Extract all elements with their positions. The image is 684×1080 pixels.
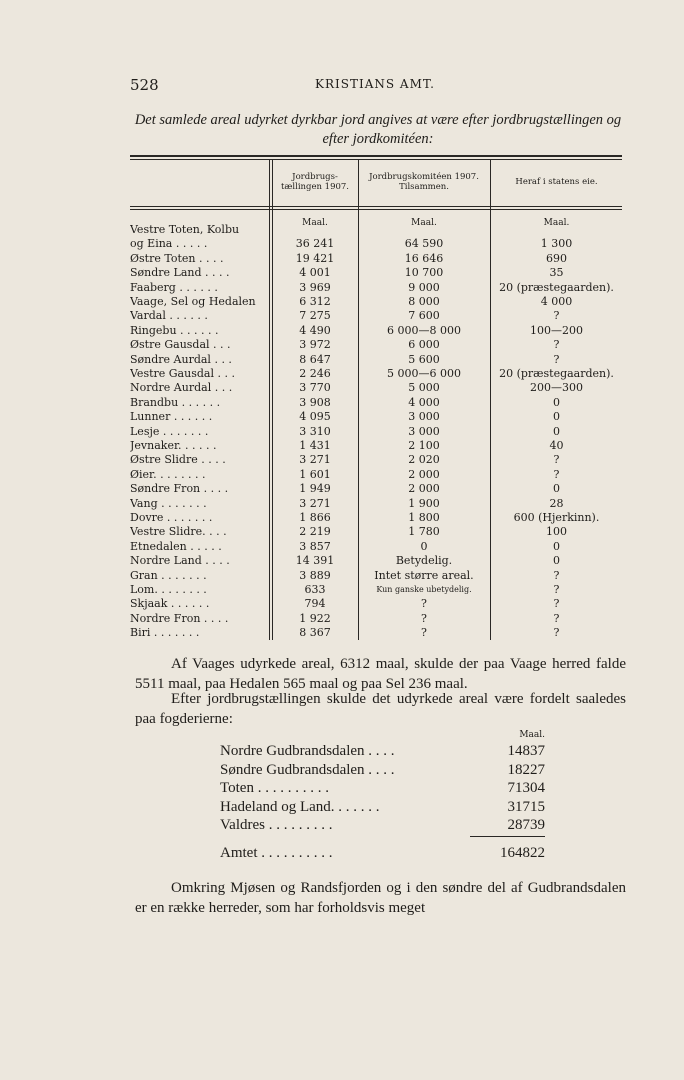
row-municipality: Vestre Toten, Kolbu — [130, 223, 240, 236]
table-row — [130, 223, 622, 237]
row-value-c1: 3 857 — [299, 539, 331, 553]
row-value-c2: 7 600 — [408, 309, 440, 323]
row-value-c3: 100 — [546, 525, 567, 539]
unit-label: Maal. — [543, 218, 570, 228]
summary-row — [220, 743, 545, 763]
row-value-c1: 3 908 — [299, 395, 331, 409]
page-number: 528 — [130, 76, 159, 94]
summary-total-value: 164822 — [500, 845, 545, 861]
row-value-c3: 0 — [553, 410, 560, 424]
table-row — [130, 425, 622, 439]
row-value-c2: 8 000 — [408, 295, 440, 308]
row-value-c1: 2 246 — [299, 367, 331, 380]
table-row — [130, 540, 622, 554]
row-municipality: Etnedalen . . . . . — [130, 539, 222, 553]
row-municipality: Søndre Fron . . . . — [130, 482, 229, 496]
row-value-c1: 3 310 — [299, 424, 331, 438]
row-value-c3: 0 — [553, 482, 560, 496]
row-value-c3: 100—200 — [530, 323, 583, 337]
paragraph-mjosen: Omkring Mjøsen og Randsfjorden og i den søndre del af Gudbrandsdalen er en række herreder, som har forholdsvis meget — [135, 880, 626, 916]
row-value-c3: 40 — [549, 439, 564, 452]
row-municipality: Vang . . . . . . . — [130, 496, 207, 510]
row-value-c1: 14 391 — [295, 554, 335, 568]
table-row — [130, 309, 622, 323]
table-row — [130, 266, 622, 280]
row-value-c2: 1 780 — [408, 525, 440, 539]
row-value-c2: 6 000 — [408, 338, 440, 352]
row-municipality: Vestre Slidre. . . . — [130, 525, 227, 539]
row-municipality: og Eina . . . . . — [130, 237, 208, 251]
row-value-c2: ? — [421, 597, 427, 611]
row-municipality: Nordre Land . . . . — [130, 554, 230, 568]
row-value-c1: 794 — [304, 597, 326, 611]
row-municipality: Vardal . . . . . . — [130, 309, 208, 323]
row-value-c3: 35 — [549, 266, 564, 280]
row-value-c1: 8 647 — [299, 352, 331, 366]
table-row — [130, 396, 622, 410]
row-value-c1: 1 866 — [299, 511, 331, 524]
table-top-rule-thin — [130, 159, 622, 160]
table-row — [130, 554, 622, 568]
row-municipality: Nordre Fron . . . . — [130, 611, 229, 625]
row-value-c3: 0 — [553, 554, 560, 568]
row-value-c1: 633 — [304, 583, 326, 596]
column-header-committee: Jordbrugskomitéen 1907. Tilsammen. — [369, 172, 479, 192]
row-value-c2: 5 600 — [408, 352, 440, 366]
table-row — [130, 353, 622, 367]
row-value-c1: 1 431 — [299, 439, 331, 452]
row-value-c2: 2 000 — [408, 482, 440, 496]
table-row — [130, 511, 622, 525]
row-municipality: Ringebu . . . . . . — [130, 323, 219, 337]
row-value-c3: 0 — [553, 424, 560, 438]
row-municipality: Gran . . . . . . . — [130, 568, 207, 582]
row-value-c3: ? — [553, 568, 560, 582]
row-municipality: Østre Toten . . . . — [130, 251, 224, 265]
row-value-c3: ? — [553, 309, 560, 323]
row-municipality: Øier. . . . . . . . — [130, 467, 206, 481]
row-value-c1: 3 271 — [299, 453, 331, 467]
row-value-c2: 2 000 — [408, 467, 440, 481]
table-caption: Det samlede areal udyrket dyrkbar jord angives at være efter jordbrugstællingen og efter jordkomitéen: — [134, 112, 622, 147]
row-value-c1: 1 601 — [299, 467, 331, 481]
row-value-c1: 2 219 — [299, 525, 331, 539]
summary-unit: Maal. — [519, 730, 545, 740]
row-value-c3: 0 — [553, 539, 560, 553]
row-municipality: Østre Gausdal . . . — [130, 338, 231, 352]
table-row — [130, 597, 622, 611]
row-municipality: Skjaak . . . . . . — [130, 597, 210, 611]
row-municipality: Brandbu . . . . . . — [130, 395, 221, 409]
row-municipality: Dovre . . . . . . . — [130, 511, 213, 524]
row-value-c2: 3 000 — [408, 410, 440, 424]
summary-value: 28739 — [507, 817, 545, 834]
row-value-c2: 2 020 — [408, 453, 440, 467]
row-municipality: Faaberg . . . . . . — [130, 280, 218, 294]
row-value-c1: 3 972 — [299, 338, 331, 352]
row-value-c1: 19 421 — [295, 251, 335, 265]
table-row — [130, 324, 622, 338]
row-value-c2: Intet større areal. — [374, 568, 474, 582]
row-municipality: Nordre Aurdal . . . — [130, 381, 233, 395]
paragraph-vaage: Af Vaages udyrkede areal, 6312 maal, skulde der paa Vaage herred falde 5511 maal, paa Hedalen 565 maal og paa Sel 236 maal. — [135, 656, 626, 692]
page-header — [130, 76, 630, 96]
row-value-c2: Betydelig. — [395, 554, 453, 568]
summary-row — [220, 817, 545, 837]
summary-total-row — [220, 845, 545, 865]
row-value-c2: 1 800 — [408, 511, 440, 524]
summary-total-rule — [470, 836, 545, 837]
summary-label: Søndre Gudbrandsdalen . . . . — [220, 761, 395, 778]
row-value-c2: ? — [421, 611, 427, 625]
table-row — [130, 482, 622, 496]
row-value-c2: Kun ganske ubetydelig. — [376, 585, 472, 594]
table-row — [130, 468, 622, 482]
row-value-c3: ? — [553, 453, 560, 467]
table-row — [130, 410, 622, 424]
row-municipality: Lesje . . . . . . . — [130, 424, 209, 438]
summary-row — [220, 799, 545, 819]
row-municipality: Biri . . . . . . . — [130, 626, 200, 640]
row-value-c2: 5 000—6 000 — [387, 367, 461, 380]
summary-row — [220, 762, 545, 782]
table-row — [130, 525, 622, 539]
row-municipality: Lunner . . . . . . — [130, 410, 213, 424]
row-value-c1: 3 271 — [299, 496, 331, 510]
table-row — [130, 338, 622, 352]
row-value-c1: 6 312 — [299, 295, 331, 308]
header-bottom-rule — [130, 206, 622, 207]
row-value-c3: 28 — [549, 496, 564, 510]
summary-label: Hadeland og Land. . . . . . . — [220, 798, 380, 815]
summary-value: 18227 — [507, 761, 545, 778]
row-municipality: Søndre Aurdal . . . — [130, 352, 232, 366]
row-value-c2: 9 000 — [408, 280, 440, 294]
row-value-c3: ? — [553, 352, 560, 366]
table-row — [130, 453, 622, 467]
table-row — [130, 252, 622, 266]
row-value-c1: 36 241 — [295, 237, 335, 251]
table-row — [130, 281, 622, 295]
column-header-state: Heraf i statens eie. — [515, 177, 598, 187]
row-value-c2: 2 100 — [408, 439, 440, 452]
summary-label: Toten . . . . . . . . . . — [220, 780, 329, 797]
header-bottom-rule-thin — [130, 209, 622, 210]
row-value-c3: 690 — [546, 251, 567, 265]
land-area-table — [130, 155, 622, 640]
row-value-c1: 1 949 — [299, 482, 331, 496]
table-row — [130, 295, 622, 309]
row-value-c1: 3 889 — [299, 568, 331, 582]
table-row — [130, 439, 622, 453]
unit-label: Maal. — [411, 218, 437, 228]
row-municipality: Vestre Gausdal . . . — [130, 367, 235, 380]
column-header-census: Jordbrugs-tællingen 1907. — [280, 172, 350, 192]
row-municipality: Jevnaker. . . . . . — [130, 439, 217, 452]
row-value-c1: 3 969 — [299, 280, 331, 294]
row-municipality: Lom. . . . . . . . — [130, 583, 207, 596]
row-value-c3: 20 (præstegaarden). — [499, 280, 614, 294]
row-value-c3: ? — [553, 467, 560, 481]
row-value-c3: ? — [553, 597, 560, 611]
row-value-c2: 0 — [420, 539, 428, 553]
row-value-c3: 0 — [553, 395, 560, 409]
row-value-c1: 4 095 — [299, 410, 331, 424]
row-value-c1: 1 922 — [299, 611, 331, 625]
row-value-c2: 16 646 — [404, 251, 444, 265]
summary-value: 31715 — [507, 798, 545, 815]
row-value-c3: ? — [553, 626, 560, 640]
row-value-c2: 4 000 — [408, 395, 440, 409]
row-value-c2: 6 000—8 000 — [387, 323, 461, 337]
row-value-c2: ? — [421, 626, 427, 640]
row-value-c1: 7 275 — [299, 309, 331, 323]
row-value-c1: 8 367 — [299, 626, 331, 640]
row-value-c1: 4 490 — [299, 323, 331, 337]
row-value-c3: 1 300 — [540, 237, 573, 251]
row-value-c3: ? — [553, 611, 560, 625]
row-municipality: Østre Slidre . . . . — [130, 453, 226, 467]
summary-value: 71304 — [507, 780, 545, 797]
row-value-c2: 3 000 — [408, 424, 440, 438]
summary-label: Valdres . . . . . . . . . — [220, 817, 333, 834]
row-value-c3: 4 000 — [540, 295, 573, 308]
row-municipality: Vaage, Sel og Hedalen — [130, 295, 256, 308]
row-value-c3: ? — [553, 338, 560, 352]
table-row — [130, 569, 622, 583]
unit-label: Maal. — [302, 218, 328, 228]
row-value-c1: 3 770 — [299, 381, 331, 395]
table-row — [130, 381, 622, 395]
summary-value: 14837 — [507, 743, 545, 759]
table-row — [130, 367, 622, 381]
summary-total-label: Amtet . . . . . . . . . . — [220, 845, 333, 861]
row-value-c3: ? — [553, 583, 560, 596]
table-row — [130, 583, 622, 597]
table-top-rule — [130, 155, 622, 157]
table-row — [130, 626, 622, 640]
table-row — [130, 497, 622, 511]
row-value-c2: 1 900 — [408, 496, 440, 510]
row-municipality: Søndre Land . . . . — [130, 266, 230, 280]
row-value-c3: 20 (præstegaarden). — [499, 367, 614, 380]
row-value-c3: 600 (Hjerkinn). — [513, 511, 600, 524]
row-value-c2: 10 700 — [404, 266, 444, 280]
summary-label: Nordre Gudbrandsdalen . . . . — [220, 743, 395, 759]
row-value-c1: 4 001 — [299, 266, 331, 280]
table-row — [130, 612, 622, 626]
table-row — [130, 237, 622, 251]
summary-row — [220, 780, 545, 800]
row-value-c2: 64 590 — [404, 237, 444, 251]
paragraph-distribution: Efter jordbrugstællingen skulde det udyrkede areal være fordelt saaledes paa fogderierne: — [135, 691, 626, 727]
running-title: KRISTIANS AMT. — [315, 77, 435, 91]
row-value-c3: 200—300 — [530, 381, 583, 395]
row-value-c2: 5 000 — [408, 381, 440, 395]
